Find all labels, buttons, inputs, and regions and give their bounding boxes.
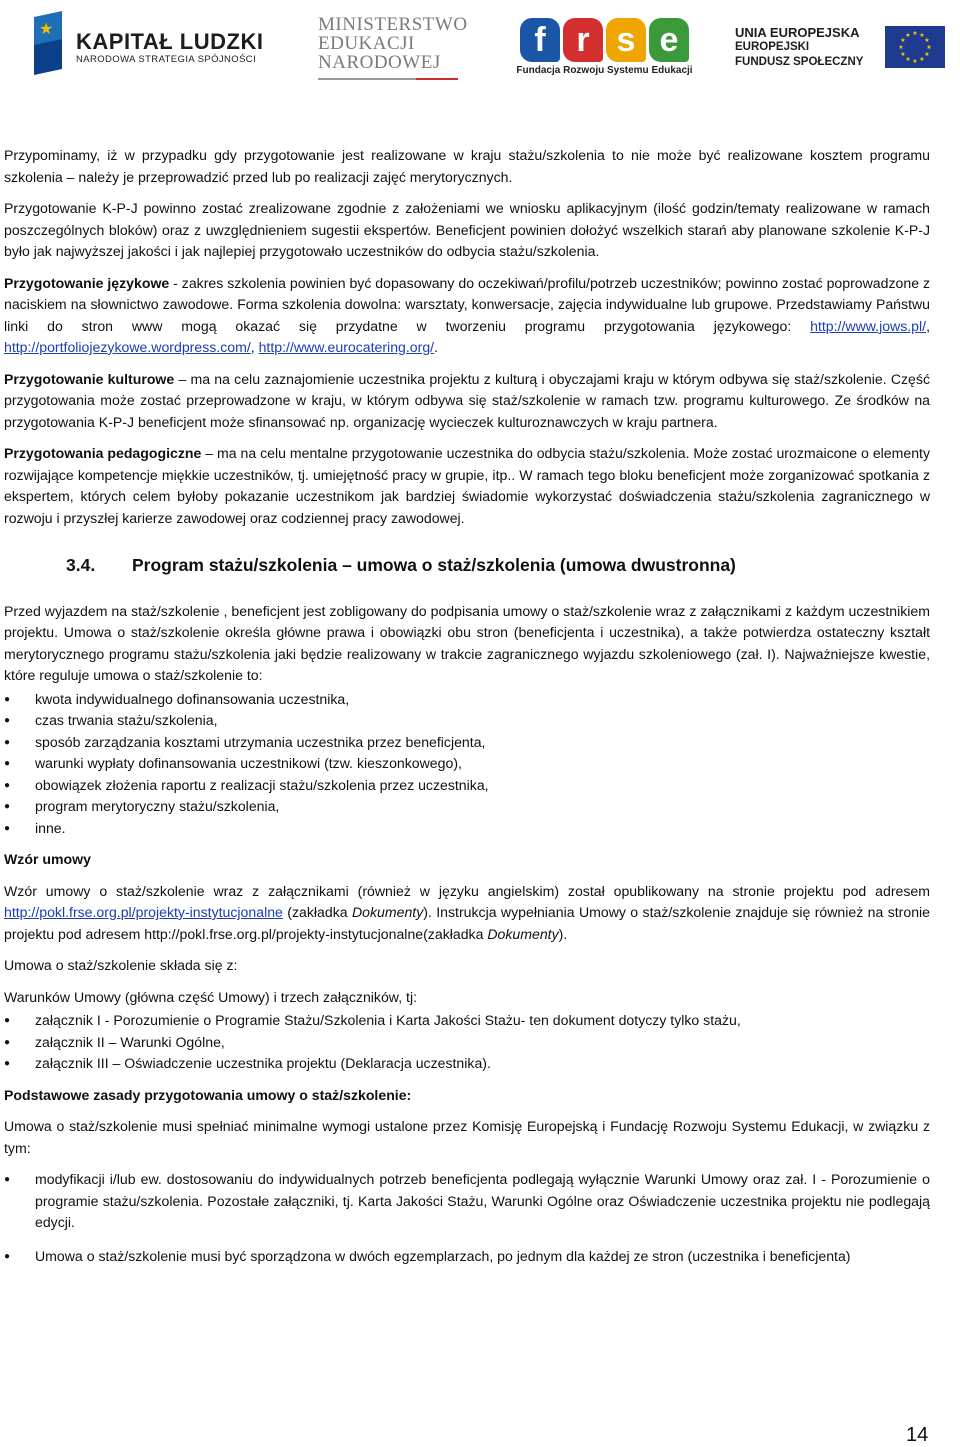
- frse-logo: [512, 8, 697, 86]
- ministry-logo: [318, 8, 488, 86]
- list-item: ● warunki wypłaty dofinansowania uczestnikowi (tzw. kieszonkowego),: [4, 753, 930, 775]
- svg-text:★: ★: [912, 31, 918, 37]
- kapital-ludzki-subtitle: NARODOWA STRATEGIA SPÓJNOŚCI: [76, 53, 257, 65]
- svg-text:★: ★: [905, 33, 911, 39]
- frse-letter-r: r: [563, 18, 603, 62]
- template-text-3: ). Instrukcja wypełniania Umowy o staż/szkolenie znajduje się również na stronie projektu pod adresem http://pokl.frse.org.pl/projekty-instytucjonalne(zakładka: [4, 904, 930, 942]
- document-body: [4, 145, 930, 1279]
- paragraph-language-prep: [4, 273, 930, 359]
- pedagogical-prep-text: – ma na celu mentalne przygotowanie uczestnika do odbycia stażu/szkolenia. Może zostać urozmaicone o elementy rozwijające kompetencje miękkie uczestników, tj. umiejętność pracy w grupie, itp.. W ramach tego bloku beneficjent może zorganizować spotkania z ekspertem, których celem byłoby pokazanie uczestnikom jak bardziej świadomie wykorzystać doświadczenia stażu/szkolenia zagranicznego w rozwoju i przyszłej karierze zawodowej oraz codziennej pracy zawodowej.: [4, 445, 930, 526]
- kapital-ludzki-logo: [30, 8, 280, 86]
- rules-list: [4, 1169, 930, 1267]
- link-pokl-frse[interactable]: http://pokl.frse.org.pl/projekty-instytucjonalne: [4, 904, 283, 920]
- section-heading: [66, 555, 930, 577]
- section-title: Program stażu/szkolenia – umowa o staż/szkolenia (umowa dwustronna): [132, 555, 736, 575]
- link-jows[interactable]: http://www.jows.pl/: [810, 317, 927, 334]
- list-item: ● program merytoryczny stażu/szkolenia,: [4, 796, 930, 818]
- svg-text:★: ★: [919, 33, 925, 39]
- eu-line-3: FUNDUSZ SPOŁECZNY: [735, 55, 864, 68]
- pedagogical-prep-heading: Przygotowania pedagogiczne: [4, 445, 202, 461]
- separator: ,: [926, 317, 930, 334]
- frse-letter-e: e: [649, 18, 689, 62]
- list-item: ● inne.: [4, 818, 930, 840]
- language-prep-heading: Przygotowanie językowe: [4, 274, 170, 291]
- documents-tab-label: Dokumenty: [487, 925, 559, 942]
- attachments-list: [4, 1010, 930, 1075]
- documents-tab-label: Dokumenty: [351, 904, 424, 920]
- frse-letter-f: f: [520, 18, 560, 62]
- svg-text:★: ★: [898, 45, 904, 51]
- paragraph-consists-of: Umowa o staż/szkolenie składa się z:: [4, 957, 238, 973]
- paragraph-reminder: Przypominamy, iż w przypadku gdy przygotowanie jest realizowane w kraju stażu/szkolenia to nie może być realizowane kosztem programu szkolenia – należy je przeprowadzić przed lub po realizacji zajęć merytorycznych.: [4, 147, 930, 185]
- link-eurocatering[interactable]: http://www.eurocatering.org/: [258, 339, 435, 355]
- list-item: ● modyfikacji i/lub ew. dostosowaniu do indywidualnych potrzeb beneficjenta podlegają wyłącznie Warunki Umowy oraz zał. I - Porozumienie o programie stażu/szkolenia. Pozostałe załączniki, tj. Karta Jakości Stażu, Warunki Ogólne oraz Oświadczenie uczestnika projektu nie podlegają edycji.: [4, 1169, 930, 1234]
- logo-header: [0, 0, 960, 100]
- svg-text:★: ★: [900, 52, 906, 58]
- list-item: ● załącznik III – Oświadczenie uczestnika projektu (Deklaracja uczestnika).: [4, 1053, 930, 1075]
- ministry-line-2: EDUKACJI: [318, 32, 415, 54]
- svg-text:★: ★: [926, 45, 932, 51]
- svg-text:★: ★: [924, 52, 930, 58]
- section-number: 3.4.: [66, 555, 96, 575]
- page-number: 14: [906, 1424, 929, 1446]
- kapital-ludzki-title: KAPITAŁ LUDZKI: [76, 28, 264, 54]
- paragraph-template-info: [4, 881, 930, 946]
- list-item: ● Umowa o staż/szkolenie musi być sporządzona w dwóch egzemplarzach, po jednym dla każdej ze stron (uczestnika i beneficjenta): [4, 1246, 930, 1268]
- language-prep-text: - zakres szkolenia powinien być dopasowany do oczekiwań/profilu/potrzeb uczestników; powinno zostać poprowadzone z naciskiem na słownictwo zawodowe. Forma szkolenia dowolna: warsztaty, konwersacje, zajęcia indywidualne lub grupowe. Przedstawiamy Państwu linki do stron www mogą okazać się przydatne w tworzeniu programu przygotowania językowego:: [4, 274, 930, 334]
- basic-rules-heading: Podstawowe zasady przygotowania umowy o staż/szkolenie:: [4, 1086, 412, 1103]
- svg-text:★: ★: [900, 38, 906, 44]
- svg-text:★: ★: [905, 57, 911, 63]
- template-text-4: ).: [558, 925, 568, 942]
- paragraph-kpj: Przygotowanie K-P-J powinno zostać zrealizowane zgodnie z założeniami we wniosku aplikacyjnym (ilość godzin/tematy realizowane w ramach poszczególnych bloków) oraz z uwzględnieniem sugestii ekspertów. Beneficjent powinien dołożyć wszelkich starań aby planowane szkolenie K-P-J było jak najwyższej jakości i jak najlepiej przygotowało uczestników do odbycia stażu/szkolenia.: [4, 200, 930, 259]
- wzor-umowy-heading: Wzór umowy: [4, 851, 91, 867]
- eu-line-1: UNIA EUROPEJSKA: [735, 24, 860, 40]
- cultural-prep-text: – ma na celu zaznajomienie uczestnika projektu z kulturą i obyczajami kraju w którym odbywa się staż/szkolenie. Część przygotowania może zostać przeprowadzone w kraju, w którym odbywa się staż/szkolenie w ramach tzw. programu kulturowego. Ze środków na przygotowania K-P-J beneficjent może sfinansować np. organizację wycieczek kulturoznawczych w kraju partnera.: [4, 370, 930, 430]
- period: .: [434, 339, 438, 355]
- svg-text:★: ★: [919, 57, 925, 63]
- svg-text:★: ★: [924, 38, 930, 44]
- kapital-ludzki-mark-icon: ★: [30, 12, 68, 82]
- eu-line-2: EUROPEJSKI: [735, 40, 810, 53]
- list-item: ● załącznik I - Porozumienie o Programie Stażu/Szkolenia i Karta Jakości Stażu- ten dokument dotyczy tylko stażu,: [4, 1010, 930, 1032]
- paragraph-pedagogical-prep: [4, 443, 930, 529]
- list-item: ● kwota indywidualnego dofinansowania uczestnika,: [4, 689, 930, 711]
- link-portfolio[interactable]: http://portfoliojezykowe.wordpress.com/: [4, 339, 251, 355]
- svg-text:★: ★: [912, 59, 918, 65]
- agreement-issues-list: [4, 689, 930, 840]
- frse-letter-s: s: [606, 18, 646, 62]
- paragraph-cultural-prep: [4, 369, 930, 434]
- list-item: ● czas trwania stażu/szkolenia,: [4, 710, 930, 732]
- cultural-prep-heading: Przygotowanie kulturowe: [4, 370, 175, 387]
- paragraph-agreement-intro: Przed wyjazdem na staż/szkolenie , beneficjent jest zobligowany do podpisania umowy o staż/szkolenie wraz z załącznikami z każdym uczestnikiem projektu. Umowa o staż/szkolenie określa główne prawa i obowiązki obu stron (beneficjenta i uczestnika), a także potwierdza ostateczny kształt merytorycznego programu stażu/szkolenia jaki będzie realizowany w trakcie zagranicznego wyjazdu szkoleniowego (zał. I). Najważniejsze kwestie, które reguluje umowa o staż/szkolenie to:: [4, 602, 930, 683]
- frse-letters: [520, 18, 689, 62]
- frse-subtitle: Fundacja Rozwoju Systemu Edukacji: [516, 65, 693, 76]
- eu-flag-icon: [885, 26, 945, 68]
- template-text-1: Wzór umowy o staż/szkolenie wraz z załącznikami (również w języku angielskim) został opublikowany na stronie projektu pod adresem: [4, 882, 930, 899]
- ministry-line-3: NARODOWEJ: [318, 51, 441, 73]
- list-item: ● sposób zarządzania kosztami utrzymania uczestnika przez beneficjenta,: [4, 732, 930, 754]
- paragraph-minimum-requirements: Umowa o staż/szkolenie musi spełniać minimalne wymogi ustalone przez Komisję Europejską i Fundację Rozwoju Systemu Edukacji, w związku z tym:: [4, 1118, 930, 1156]
- list-item: ● obowiązek złożenia raportu z realizacji stażu/szkolenia przez uczestnika,: [4, 775, 930, 797]
- separator: ,: [250, 339, 259, 355]
- template-text-2: (zakładka: [282, 904, 352, 920]
- paragraph-conditions: Warunków Umowy (główna część Umowy) i trzech załączników, tj:: [4, 988, 418, 1005]
- eu-logo: [735, 8, 945, 86]
- ministry-line-1: MINISTERSTWO: [318, 13, 468, 35]
- list-item: ● załącznik II – Warunki Ogólne,: [4, 1032, 930, 1054]
